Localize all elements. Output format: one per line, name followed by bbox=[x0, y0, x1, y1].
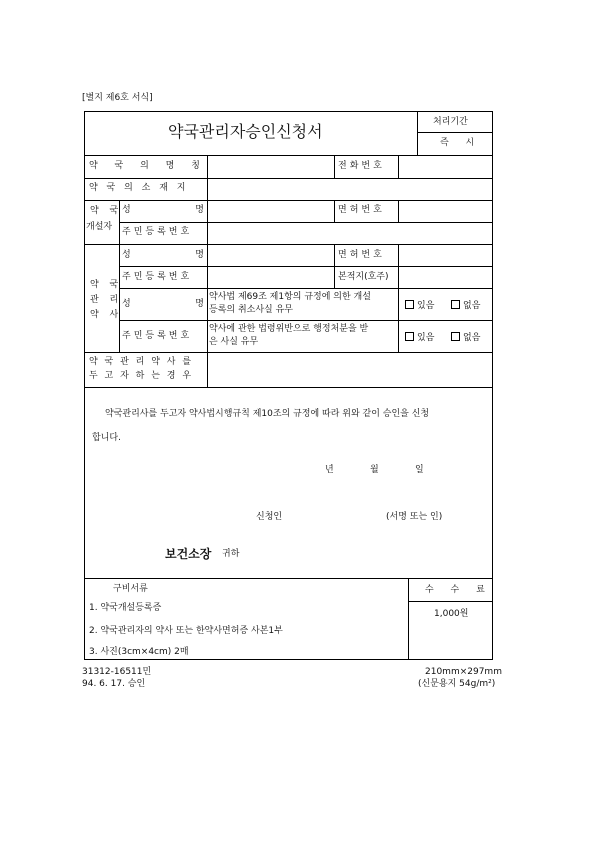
manager-domicile-field[interactable] bbox=[399, 267, 493, 288]
rule bbox=[334, 200, 335, 222]
no-label: 없음 bbox=[463, 301, 481, 311]
founder-section-label: 개설자 bbox=[86, 222, 113, 232]
pharmacy-name-field[interactable] bbox=[208, 156, 334, 178]
manager-rrn2-label: 주민등록번호 bbox=[122, 331, 193, 341]
manager-rrn-label: 주민등록번호 bbox=[122, 272, 193, 282]
manager-name-field[interactable] bbox=[208, 245, 334, 266]
rule bbox=[408, 578, 409, 660]
rule bbox=[417, 132, 493, 133]
approval-date: 94. 6. 17. 승인 bbox=[82, 679, 146, 689]
manager-name2-label: 성 명 bbox=[122, 299, 204, 309]
founder-license-label: 면허번호 bbox=[338, 205, 385, 215]
processing-period-value: 즉 시 bbox=[440, 138, 482, 148]
manager-license-field[interactable] bbox=[399, 245, 493, 266]
rule bbox=[119, 320, 493, 321]
yes-label: 있음 bbox=[417, 333, 435, 343]
question2-yes-option[interactable] bbox=[405, 332, 434, 343]
form-number: [별지 제6호 서식] bbox=[82, 93, 153, 103]
applicant-label: 신청인 bbox=[256, 512, 283, 522]
paper-type: (신문용지 54g/m²) bbox=[418, 679, 496, 689]
question2-text: 은 사실 유무 bbox=[209, 337, 259, 347]
recipient-title: 보건소장 bbox=[165, 547, 212, 561]
question1-yes-option[interactable] bbox=[405, 300, 434, 311]
rule bbox=[417, 111, 418, 155]
founder-license-field[interactable] bbox=[399, 201, 493, 222]
checkbox-icon[interactable] bbox=[451, 300, 460, 309]
manager-section-label: 약 국 bbox=[90, 280, 123, 290]
manager-domicile-label: 본적지(호주) bbox=[338, 272, 389, 282]
signature-label: (서명 또는 인) bbox=[386, 512, 443, 522]
date-month-label: 월 bbox=[370, 465, 379, 475]
form-code: 31312-16511민 bbox=[82, 667, 152, 677]
pharmacy-address-field[interactable] bbox=[208, 179, 493, 200]
manager-section-label: 약 사 bbox=[90, 310, 123, 320]
founder-rrn-label: 주민등록번호 bbox=[122, 227, 193, 237]
question2-text: 약사에 관한 법령위반으로 행정처분을 받 bbox=[209, 324, 369, 334]
reason-label: 약 국 관 리 약 사 를 bbox=[89, 357, 194, 367]
manager-section-label: 관 리 bbox=[90, 295, 123, 305]
document-item: 3. 사진(3cm×4cm) 2매 bbox=[89, 647, 189, 657]
form-title: 약국관리자승인신청서 bbox=[168, 122, 323, 141]
question1-text: 약사법 제69조 제1항의 규정에 의한 개설 bbox=[209, 292, 371, 302]
checkbox-icon[interactable] bbox=[451, 332, 460, 341]
rule bbox=[408, 601, 493, 602]
checkbox-icon[interactable] bbox=[405, 300, 414, 309]
rule bbox=[119, 200, 120, 352]
document-item: 2. 약국관리자의 약사 또는 한약사면허증 사본1부 bbox=[89, 626, 283, 636]
recipient-honorific: 귀하 bbox=[222, 549, 240, 559]
reason-field[interactable] bbox=[208, 353, 493, 387]
rule bbox=[334, 244, 335, 288]
manager-license-label: 면허번호 bbox=[338, 250, 385, 260]
manager-name-label: 성 명 bbox=[122, 250, 204, 260]
date-year-label: 년 bbox=[325, 465, 334, 475]
manager-rrn-field[interactable] bbox=[208, 267, 334, 288]
question1-no-option[interactable] bbox=[451, 300, 480, 311]
founder-name-label: 성 명 bbox=[122, 205, 204, 215]
founder-rrn-field[interactable] bbox=[208, 223, 493, 244]
pharmacy-address-label: 약 국 의 소 재 지 bbox=[89, 183, 189, 193]
date-day-label: 일 bbox=[415, 465, 424, 475]
documents-header: 구비서류 bbox=[113, 584, 148, 594]
fee-label: 수 수 료 bbox=[425, 585, 492, 595]
rule bbox=[84, 387, 493, 388]
rule bbox=[84, 578, 493, 579]
processing-period-label: 처리기간 bbox=[433, 117, 468, 127]
paper-size: 210mm×297mm bbox=[425, 667, 502, 677]
yes-label: 있음 bbox=[417, 301, 435, 311]
no-label: 없음 bbox=[463, 333, 481, 343]
question2-no-option[interactable] bbox=[451, 332, 480, 343]
phone-field[interactable] bbox=[399, 156, 493, 178]
application-statement: 합니다. bbox=[92, 433, 121, 443]
question1-text: 등록의 취소사실 유무 bbox=[209, 305, 293, 315]
reason-label: 두 고 자 하 는 경 우 bbox=[89, 371, 194, 381]
checkbox-icon[interactable] bbox=[405, 332, 414, 341]
rule bbox=[119, 288, 493, 289]
application-statement: 약국관리사를 두고자 약사법시행규칙 제10조의 규정에 따라 위와 같이 승인을 신청 bbox=[105, 409, 430, 419]
fee-value: 1,000원 bbox=[434, 609, 469, 619]
founder-section-label: 약 국 bbox=[90, 206, 123, 216]
phone-label: 전화번호 bbox=[338, 161, 385, 171]
rule bbox=[334, 155, 335, 178]
document-item: 1. 약국개설등록증 bbox=[89, 603, 162, 613]
pharmacy-name-label: 약 국 의 명 칭 bbox=[89, 161, 207, 171]
founder-name-field[interactable] bbox=[208, 201, 334, 222]
